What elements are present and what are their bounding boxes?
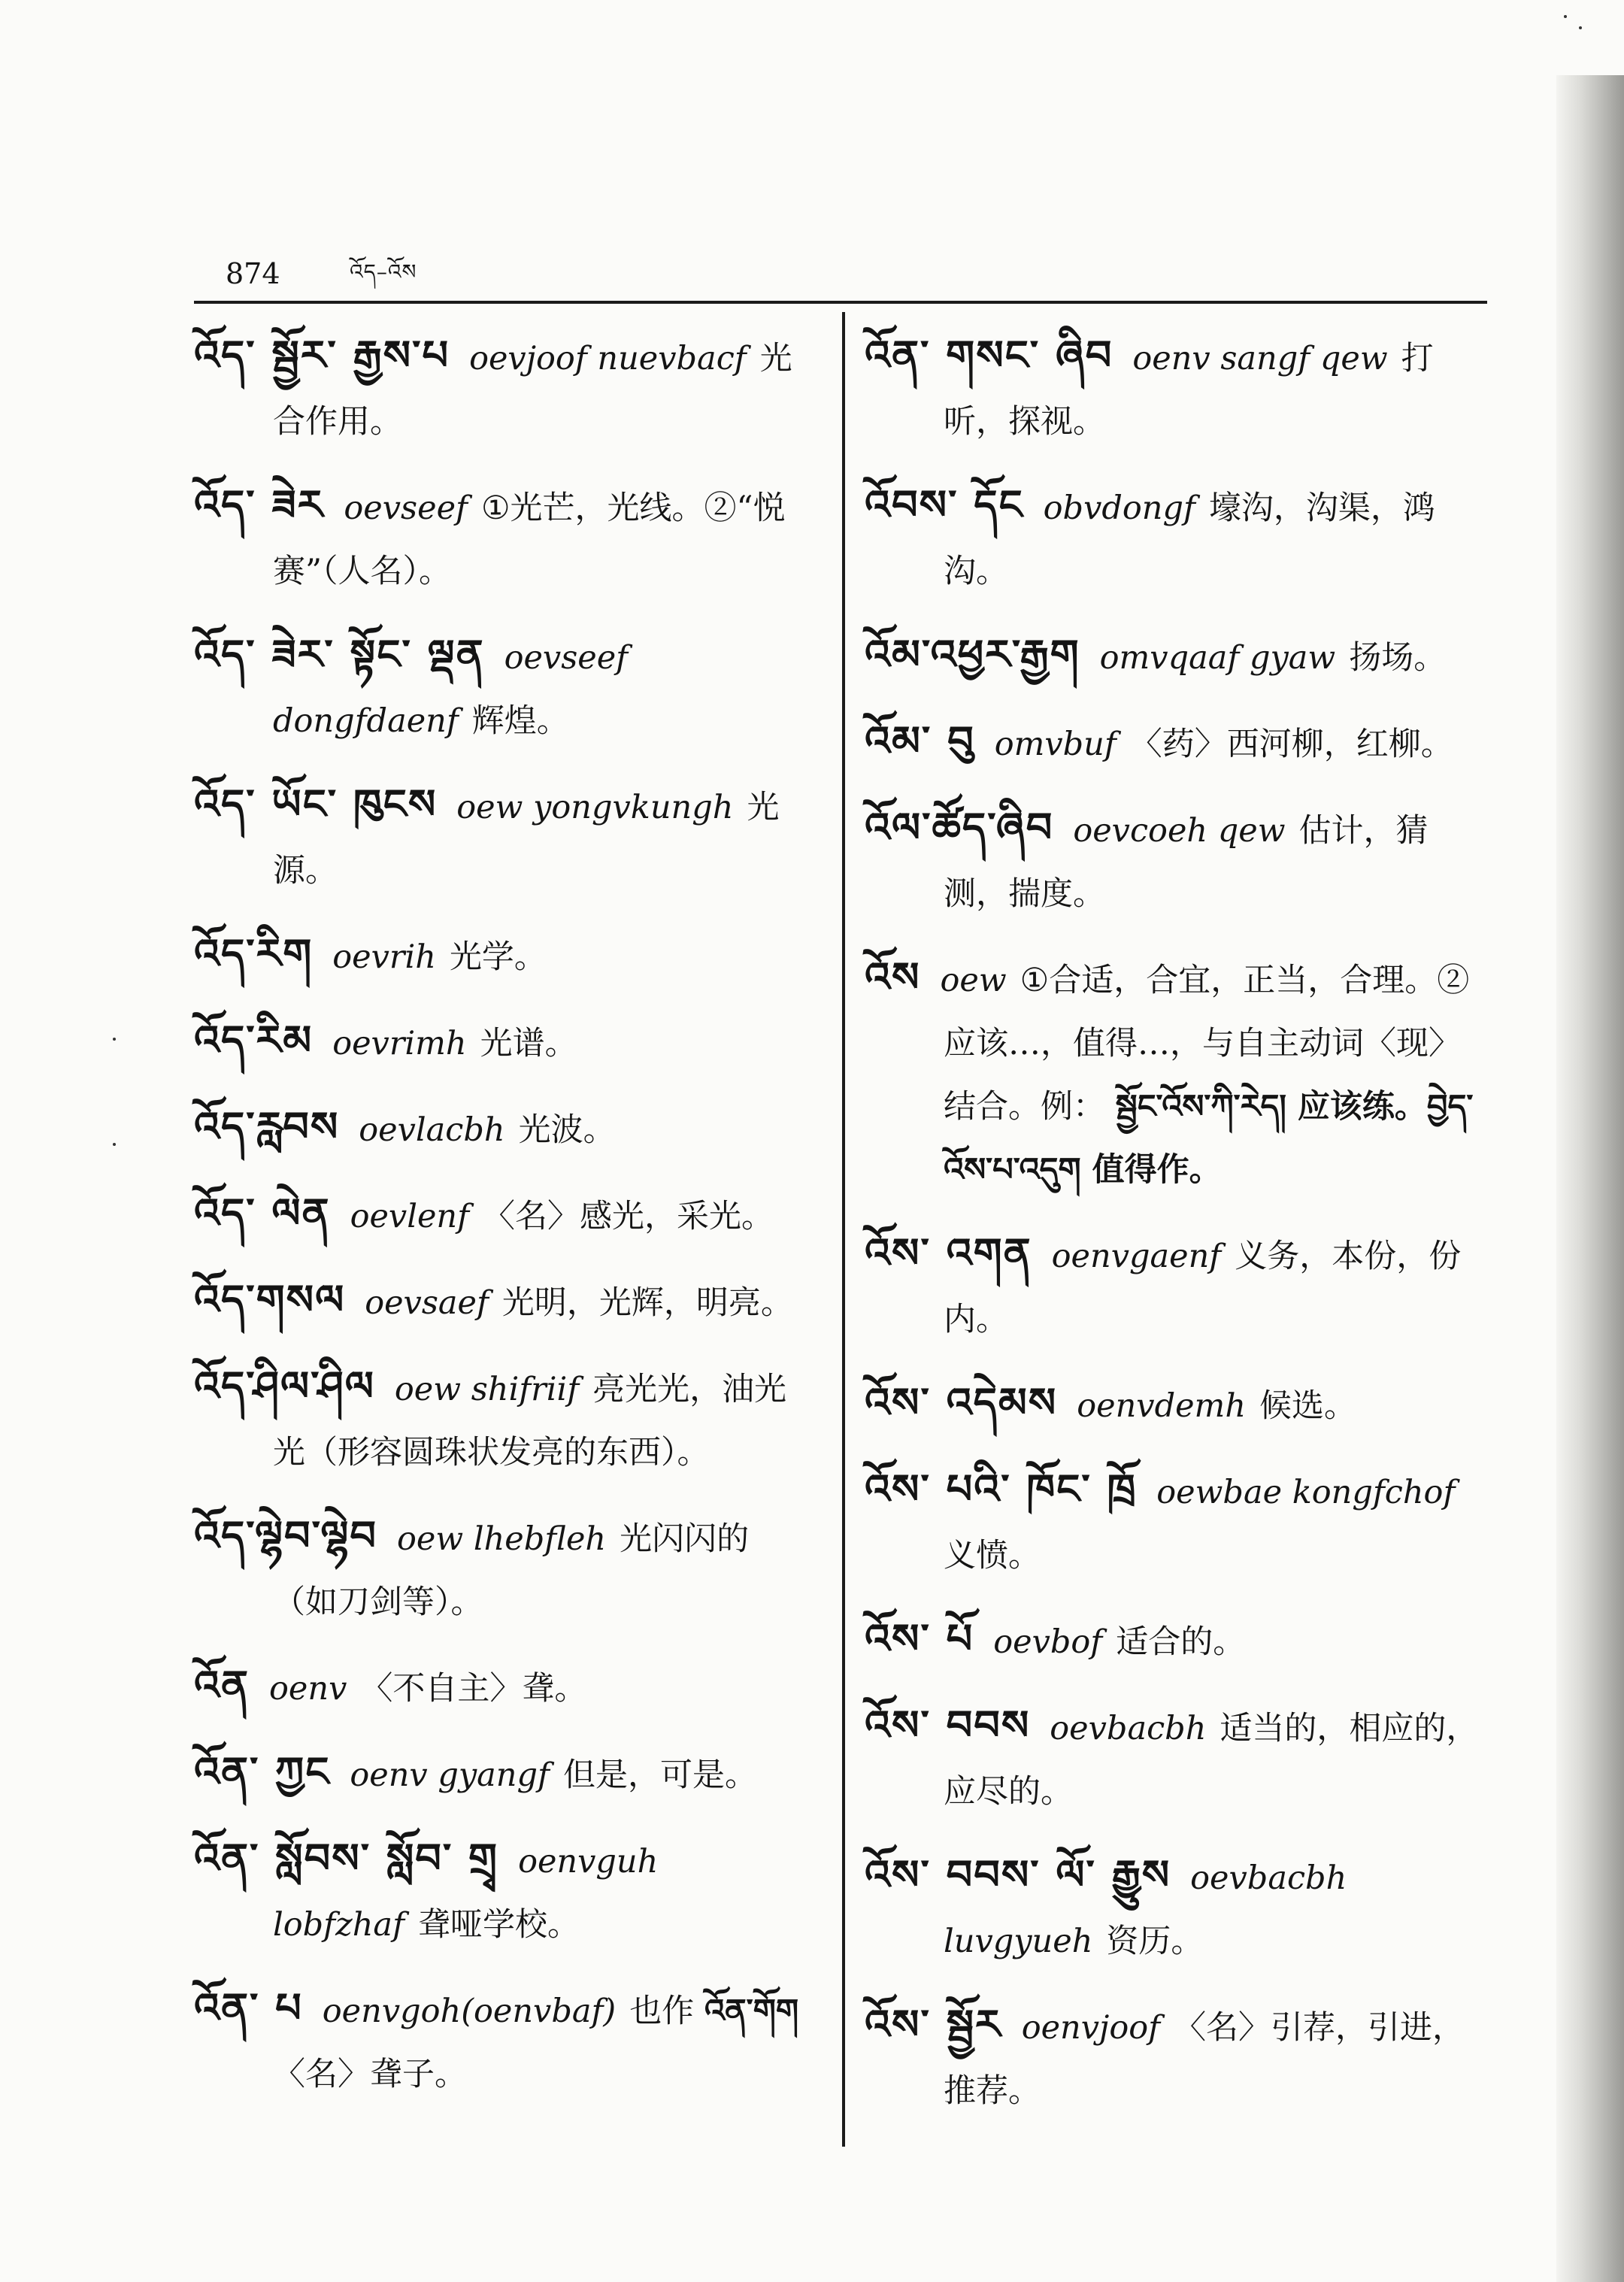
entry-text xyxy=(194,1268,810,1335)
romanization: oenvdemh xyxy=(1077,1387,1247,1425)
chinese-gloss: ①合适，合宜，正当，合理。②应该…，值得…，与自主动词〈现〉结合。例： xyxy=(944,962,1470,1126)
entry-text xyxy=(865,1843,1481,1973)
chinese-gloss: 光学。 xyxy=(449,938,547,976)
dictionary-entry xyxy=(194,1826,810,1956)
romanization: oenv xyxy=(269,1670,347,1708)
chinese-gloss: 光波。 xyxy=(518,1111,616,1149)
entry-text xyxy=(194,1354,810,1484)
entry-text xyxy=(865,623,1481,689)
tibetan-headword: འོས་ སྦྱོར xyxy=(865,2000,1002,2048)
entry-text xyxy=(865,1607,1481,1674)
romanization: obvdongf xyxy=(1043,489,1195,527)
dictionary-entry xyxy=(194,1268,810,1335)
chinese-gloss: 扬场。 xyxy=(1349,639,1447,677)
chinese-gloss: 义愤。 xyxy=(944,1537,1041,1574)
entry-text xyxy=(865,709,1481,776)
dictionary-entry xyxy=(865,796,1481,926)
entry-text xyxy=(865,1221,1481,1351)
tibetan-headword: འོད་ སྦྱོར་ རྒྱས་པ xyxy=(194,331,450,379)
tibetan-headword: འོད་ ཡོང་ ཁུངས xyxy=(194,780,438,828)
tibetan-headword: འོམ་ བུ xyxy=(865,717,975,765)
romanization: oevbacbh luvgyueh xyxy=(944,1859,1347,1960)
chinese-gloss: 亮光光，油光光（形容圆珠状发亮的东西）。 xyxy=(273,1371,787,1471)
chinese-gloss: 适合的。 xyxy=(1116,1623,1246,1661)
tibetan-headword: འོས་ འགན xyxy=(865,1229,1032,1277)
romanization: oenvgoh(oenvbaf) xyxy=(322,1993,617,2030)
romanization: oew xyxy=(940,962,1007,999)
romanization: oenvgaenf xyxy=(1051,1238,1222,1275)
entry-text xyxy=(194,1008,810,1075)
tibetan-headword: འོད་ ཟེར xyxy=(194,480,325,529)
cross-reference: འོན་གོག xyxy=(704,1993,799,2030)
romanization: oenvguh lobfzhaf xyxy=(273,1843,659,1944)
dictionary-entry xyxy=(194,1976,810,2106)
entry-text xyxy=(865,796,1481,926)
scan-speck xyxy=(113,1143,116,1146)
chinese-gloss: 〈药〉西河柳，红柳。 xyxy=(1129,726,1453,763)
romanization: oevseef dongfdaenf xyxy=(273,639,629,740)
chinese-gloss: 〈名〉感光，采光。 xyxy=(483,1198,774,1235)
scan-speck xyxy=(1564,15,1567,18)
chinese-gloss: 适当的，相应的，应尽的。 xyxy=(944,1710,1479,1811)
dictionary-entry xyxy=(865,623,1481,689)
romanization: oevbacbh xyxy=(1050,1710,1207,1747)
romanization: omvbuf xyxy=(994,726,1116,763)
entry-text xyxy=(194,1653,810,1720)
entry-text xyxy=(194,623,810,753)
tibetan-headword: འོད་རིག xyxy=(194,929,314,977)
chinese-gloss: 〈不自主〉聋。 xyxy=(360,1670,587,1708)
romanization: oevlacbh xyxy=(359,1111,505,1149)
tibetan-headword: འོད་ ལེན xyxy=(194,1189,331,1237)
entry-text xyxy=(194,323,810,453)
dictionary-entry xyxy=(865,1843,1481,1973)
chinese-gloss: ①光芒，光线。②“悦赛”（人名）。 xyxy=(273,489,786,590)
chinese-gloss-continued: 〈名〉聋子。 xyxy=(273,2056,467,2093)
entry-text xyxy=(194,1826,810,1956)
dictionary-entry xyxy=(865,709,1481,776)
dictionary-entry xyxy=(194,1653,810,1720)
entry-text xyxy=(194,772,810,902)
right-column xyxy=(865,323,1481,2142)
romanization: oevseef xyxy=(344,489,468,527)
tibetan-headword: འོན་ སློབས་ སློབ་ གྲྭ xyxy=(194,1834,499,1882)
tibetan-headword: འོད་ལྷེབ་ལྷེབ xyxy=(194,1511,378,1559)
dictionary-entry xyxy=(865,1693,1481,1823)
entry-text xyxy=(194,922,810,989)
scan-speck xyxy=(113,1038,116,1041)
tibetan-headword: འོས་ པོ xyxy=(865,1614,974,1662)
chinese-gloss: 辉煌。 xyxy=(471,702,569,740)
dictionary-entry xyxy=(194,922,810,989)
romanization: oenv sangf qew xyxy=(1132,340,1388,377)
tibetan-headword: འོད་རླབས xyxy=(194,1102,340,1150)
chinese-gloss: 光合作用。 xyxy=(273,340,792,441)
romanization: oevrih xyxy=(332,938,436,976)
dictionary-entry xyxy=(865,1457,1481,1587)
dictionary-entry xyxy=(865,1993,1481,2123)
entry-text xyxy=(865,1693,1481,1823)
entry-text xyxy=(194,1976,810,2106)
romanization: oenvjoof xyxy=(1021,2009,1161,2047)
tibetan-headword: འོད་གསལ xyxy=(194,1275,346,1323)
entry-text xyxy=(194,1095,810,1162)
entry-text xyxy=(865,1457,1481,1587)
romanization: oevsaef xyxy=(365,1284,489,1322)
tibetan-headword: འོལ་ཚོད་ཞིབ xyxy=(865,803,1054,851)
chinese-gloss: 壕沟，沟渠，鸿沟。 xyxy=(944,489,1435,590)
tibetan-headword: འོམ་འཕྱར་རྒྱག xyxy=(865,630,1080,678)
entry-text xyxy=(194,473,810,603)
dictionary-entry xyxy=(194,772,810,902)
chinese-gloss: 光谱。 xyxy=(480,1025,577,1062)
romanization: oew yongvkungh xyxy=(456,789,734,826)
romanization: oewbae kongfchof xyxy=(1156,1474,1456,1511)
tibetan-headword: འོས་ བབས་ ལོ་ རྒྱུས xyxy=(865,1850,1171,1899)
dictionary-entry xyxy=(194,1504,810,1634)
tibetan-headword: འོན་ པ xyxy=(194,1983,303,2032)
chinese-gloss: 义务，本份，份内。 xyxy=(944,1238,1462,1338)
tibetan-headword: འོས་ འདེམས xyxy=(865,1378,1058,1426)
chinese-gloss: 光明，光辉，明亮。 xyxy=(501,1284,793,1322)
page-binding-edge xyxy=(1556,75,1624,2282)
chinese-gloss: 光源。 xyxy=(273,789,780,889)
chinese-gloss: 聋哑学校。 xyxy=(417,1906,580,1944)
entry-text xyxy=(865,1993,1481,2123)
entry-text xyxy=(865,945,1481,1202)
tibetan-headword: འོད་རིམ xyxy=(194,1016,314,1064)
entry-text xyxy=(194,1181,810,1248)
romanization: oevlenf xyxy=(350,1198,470,1235)
romanization: omvqaaf gyaw xyxy=(1099,639,1336,677)
dictionary-entry xyxy=(194,623,810,753)
dictionary-entry xyxy=(194,323,810,453)
entry-text xyxy=(865,1371,1481,1438)
usage-example: སྦྱོང་འོས་ཀི་རེད། 应该练。བྱེད་འོས་པ་འདུག 值得作。 xyxy=(944,1088,1474,1189)
dictionary-entry xyxy=(194,1095,810,1162)
chinese-gloss: 但是，可是。 xyxy=(562,1756,757,1794)
tibetan-headword: འོན་ གསང་ ཞིབ xyxy=(865,331,1113,379)
romanization: oenv gyangf xyxy=(350,1756,550,1794)
dictionary-entry xyxy=(194,1008,810,1075)
chinese-gloss: 候选。 xyxy=(1259,1387,1357,1425)
tibetan-headword: འོས་ པའི་ ཁོང་ ཁྲོ xyxy=(865,1465,1138,1513)
header-rule xyxy=(194,301,1487,304)
running-head: འོད–འོས xyxy=(350,259,417,284)
tibetan-headword: འོད་ ཟེར་ སྟོང་ ལྡན xyxy=(194,630,485,678)
dictionary-entry xyxy=(194,473,810,603)
chinese-gloss: 也作 xyxy=(629,1993,695,2030)
column-divider xyxy=(842,312,845,2147)
tibetan-headword: འོས་ བབས xyxy=(865,1701,1031,1749)
tibetan-headword: འོན xyxy=(194,1661,250,1709)
dictionary-entry xyxy=(865,1607,1481,1674)
dictionary-entry xyxy=(865,945,1481,1202)
entry-text xyxy=(194,1740,810,1807)
romanization: oevbof xyxy=(993,1623,1103,1661)
chinese-gloss: 光闪闪的（如刀剑等）。 xyxy=(273,1520,750,1621)
romanization: oevcoeh qew xyxy=(1073,812,1286,850)
tibetan-headword: འོས xyxy=(865,953,921,1001)
entry-text xyxy=(865,473,1481,603)
dictionary-entry xyxy=(194,1181,810,1248)
scan-speck xyxy=(1579,26,1582,29)
romanization: oew lhebfleh xyxy=(397,1520,607,1558)
tibetan-headword: འོབས་ དོང xyxy=(865,480,1024,529)
tibetan-headword: འོན་ ཀྱང xyxy=(194,1747,331,1796)
dictionary-entry xyxy=(865,323,1481,453)
dictionary-entry xyxy=(865,473,1481,603)
tibetan-headword: འོད་ཤིལ་ཤིལ xyxy=(194,1362,375,1410)
chinese-gloss: 估计，猜测，揣度。 xyxy=(944,812,1429,913)
romanization: oevjoof nuevbacf xyxy=(469,340,747,377)
dictionary-entry xyxy=(865,1371,1481,1438)
dictionary-entry xyxy=(194,1354,810,1484)
romanization: oevrimh xyxy=(332,1025,467,1062)
chinese-gloss: 〈名〉引荐，引进，推荐。 xyxy=(944,2009,1465,2110)
chinese-gloss: 打听，探视。 xyxy=(944,340,1434,441)
romanization: oew shifriif xyxy=(394,1371,580,1408)
left-column xyxy=(194,323,810,2126)
page-number: 874 xyxy=(226,257,280,290)
dictionary-entry xyxy=(865,1221,1481,1351)
entry-text xyxy=(865,323,1481,453)
entry-text xyxy=(194,1504,810,1634)
dictionary-entry xyxy=(194,1740,810,1807)
chinese-gloss: 资历。 xyxy=(1106,1923,1204,1960)
